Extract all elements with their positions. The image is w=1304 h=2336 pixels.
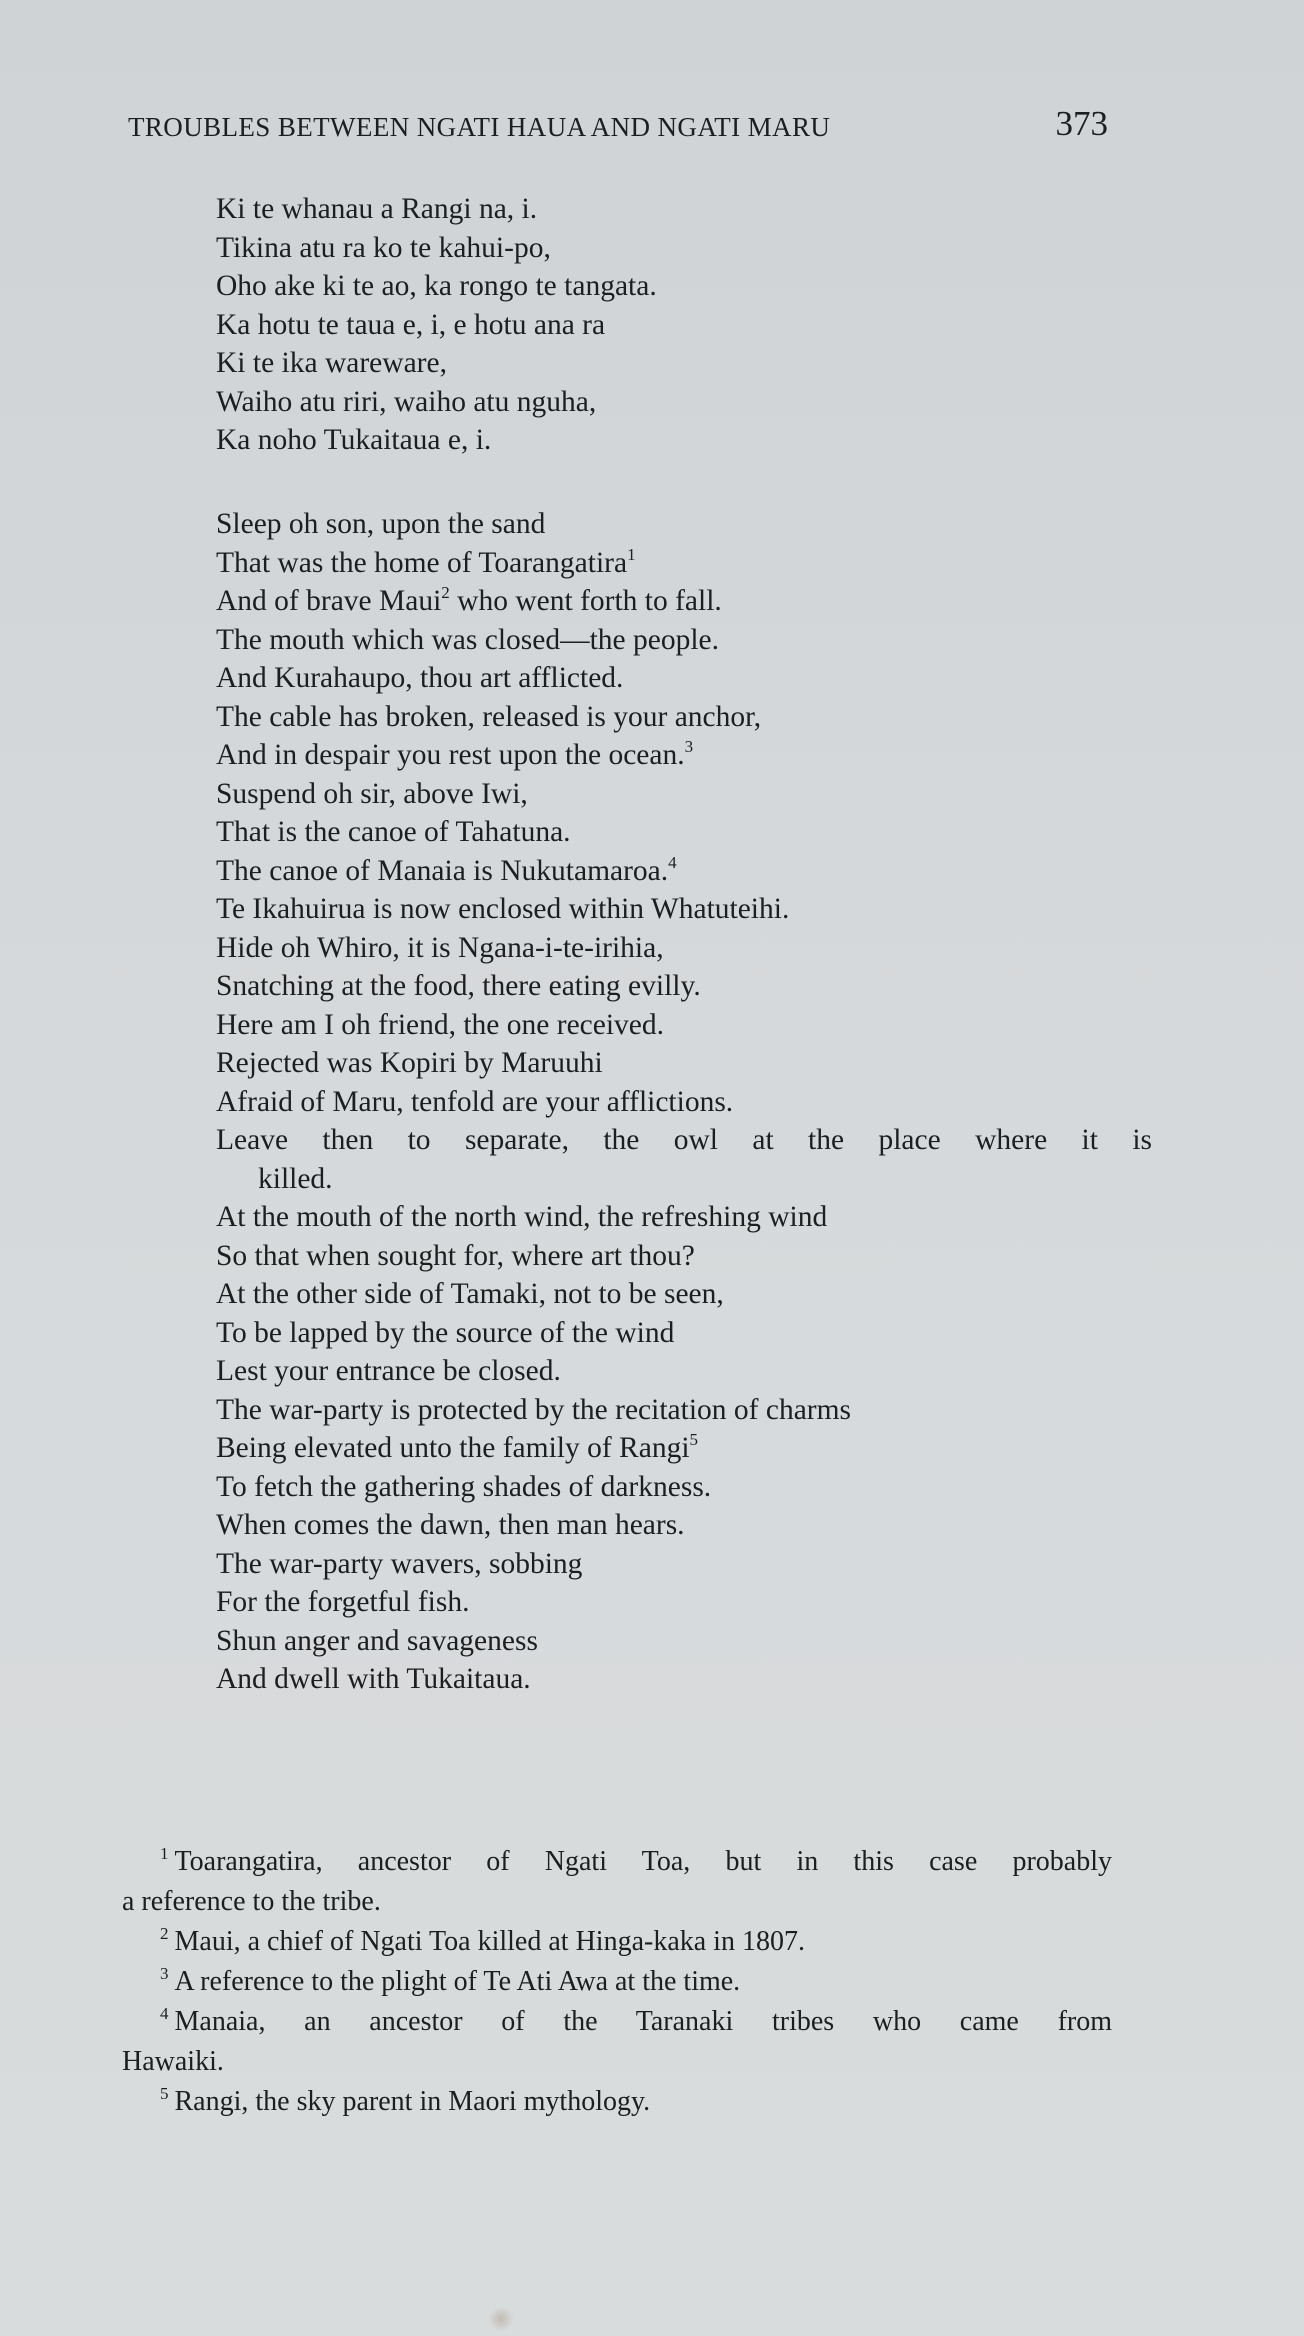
english-verse-line [216,1352,1116,1391]
english-verse-line [216,1545,1116,1584]
footnote-number: 3 [160,1964,169,1983]
verse-text: That is the canoe of Tahatuna. [216,816,571,848]
english-verse-line [216,967,1116,1006]
footnote-number: 1 [160,1844,169,1863]
english-verse-line-wrapped [216,1121,1152,1198]
maori-verse-line: Oho ake ki te ao, ka rongo te tangata. [216,270,657,302]
footnote-4 [122,2002,1112,2082]
verse-text: And Kurahaupo, thou art afflicted. [216,662,624,694]
verse-text: For the forgetful fish. [216,1586,470,1618]
verse-text: To fetch the gathering shades of darkness. [216,1470,712,1503]
footnote-ref: 2 [441,583,450,602]
english-verse-line [216,890,1116,929]
english-verse-line [216,621,1116,660]
verse-text: Being elevated unto the family of Rangi [216,1432,690,1464]
english-verse-line [216,505,1116,544]
verse-text: The cable has broken, released is your anchor, [216,700,762,733]
footnote-ref: 1 [627,544,636,564]
footnote-first-line [122,2082,1112,2122]
verse-text: Te Ikahuirua is now enclosed within Whatuteihi. [216,893,790,925]
footnote-5 [122,2082,1112,2122]
english-verse-line [216,1275,1116,1314]
verse-text: Sleep oh son, upon the sand [216,508,546,540]
verse-text: At the mouth of the north wind, the refreshing wind [216,1201,828,1233]
maori-verse-line: Waiho atu riri, waiho atu nguha, [216,385,597,418]
english-verse-line [216,1391,1116,1430]
verse-text: Lest your entrance be closed. [216,1355,561,1387]
running-title: TROUBLES BETWEEN NGATI HAUA AND NGATI MARU [128,112,831,142]
footnote-1 [122,1842,1112,1922]
english-verse-line [216,1083,1116,1122]
english-verse-line [216,1429,1116,1468]
footnote-first-line [122,1962,1112,2002]
running-head [128,104,1108,150]
footnote-number: 5 [160,2084,169,2103]
footnote-text: A reference to the plight of Te Ati Awa at the time. [174,1966,741,1997]
verse-text: Rejected was Kopiri by Maruuhi [216,1047,603,1079]
english-verse-line [216,582,1116,621]
english-verse-line [216,929,1116,968]
footnote-text: Rangi, the sky parent in Maori mythology. [174,2086,651,2117]
verse-text: Shun anger and savageness [216,1624,538,1657]
verse-text: When comes the dawn, then man hears. [216,1509,685,1541]
english-verse-line [216,852,1116,891]
verse-text: And of brave Maui [216,585,442,617]
footnote-number: 4 [160,2004,169,2023]
paper-stain [488,2308,514,2330]
footnote-2 [122,1922,1112,1962]
footnote-first-line [122,1842,1112,1882]
english-verse-line [216,1198,1116,1237]
footnote-continuation: Hawaiki. [122,2046,224,2077]
verse-text: And in despair you rest upon the ocean. [216,739,685,771]
english-verse-line [216,1660,1116,1699]
english-verse-line [216,1506,1116,1545]
english-verse-line [216,736,1116,775]
verse-text: To be lapped by the source of the wind [216,1316,675,1349]
english-verse-line [216,1006,1116,1045]
footnote-first-line [122,1922,1112,1962]
english-verse-line [216,1622,1116,1661]
footnote-text: Manaia, an ancestor of the Taranaki tribes who came from [174,2006,1112,2037]
footnote-3 [122,1962,1112,2002]
verse-text: Hide oh Whiro, it is Ngana-i-te-irihia, [216,931,664,964]
maori-verse-line: Tikina atu ra ko te kahui-po, [216,231,551,264]
verse-text: The war-party wavers, sobbing [216,1547,583,1580]
page-number: 373 [1055,104,1108,143]
footnote-first-line [122,2002,1112,2042]
footnote-ref: 5 [689,1430,699,1449]
footnote-number: 2 [160,1924,169,1943]
verse-text: Leave then to separate, the owl at the place where it is [216,1124,1152,1156]
english-verse-line [216,698,1116,737]
verse-text: And dwell with Tukaitaua. [216,1663,531,1695]
maori-verse-line: Ki te whanau a Rangi na, i. [216,193,538,225]
footnotes [122,1842,1112,2122]
english-verse-line [216,544,1116,583]
verse-text: The war-party is protected by the recitation of charms [216,1393,852,1426]
english-verse-line [216,775,1116,814]
maori-verse-line: Ki te ika wareware, [216,347,447,379]
footnote-continuation: a reference to the tribe. [122,1886,381,1917]
english-verse-line [216,1044,1116,1083]
english-verse-line [216,813,1116,852]
verse-text: Here am I oh friend, the one received. [216,1008,665,1041]
english-verse-line [216,1583,1116,1622]
english-verse-line [216,1468,1116,1507]
verse-text-after: who went forth to fall. [449,585,722,617]
verse-text: So that when sought for, where art thou? [216,1239,695,1272]
english-verse-line [216,659,1116,698]
verse-text: The canoe of Manaia is Nukutamaroa. [216,854,669,887]
footnote-ref: 4 [668,852,677,872]
maori-verse-line: Ka noho Tukaitaua e, i. [216,424,492,456]
english-verse [216,505,1152,1699]
footnote-ref: 3 [684,737,694,756]
english-verse-line [216,1314,1116,1353]
maori-verse-line: Ka hotu te taua e, i, e hotu ana ra [216,308,606,341]
verse-text: Snatching at the food, there eating evilly. [216,970,701,1002]
verse-text: Suspend oh sir, above Iwi, [216,777,528,810]
footnote-text: Maui, a chief of Ngati Toa killed at Hinga-kaka in 1807. [174,1926,805,1957]
verse-continuation: killed. [258,1162,333,1195]
verse-text: At the other side of Tamaki, not to be seen, [216,1278,724,1310]
maori-verse [216,190,1116,460]
verse-text: The mouth which was closed—the people. [216,623,720,656]
verse-text: Afraid of Maru, tenfold are your afflictions. [216,1085,734,1118]
footnote-text: Toarangatira, ancestor of Ngati Toa, but in this case probably [174,1846,1112,1877]
english-verse-line [216,1237,1116,1276]
verse-text: That was the home of Toarangatira [216,546,628,579]
